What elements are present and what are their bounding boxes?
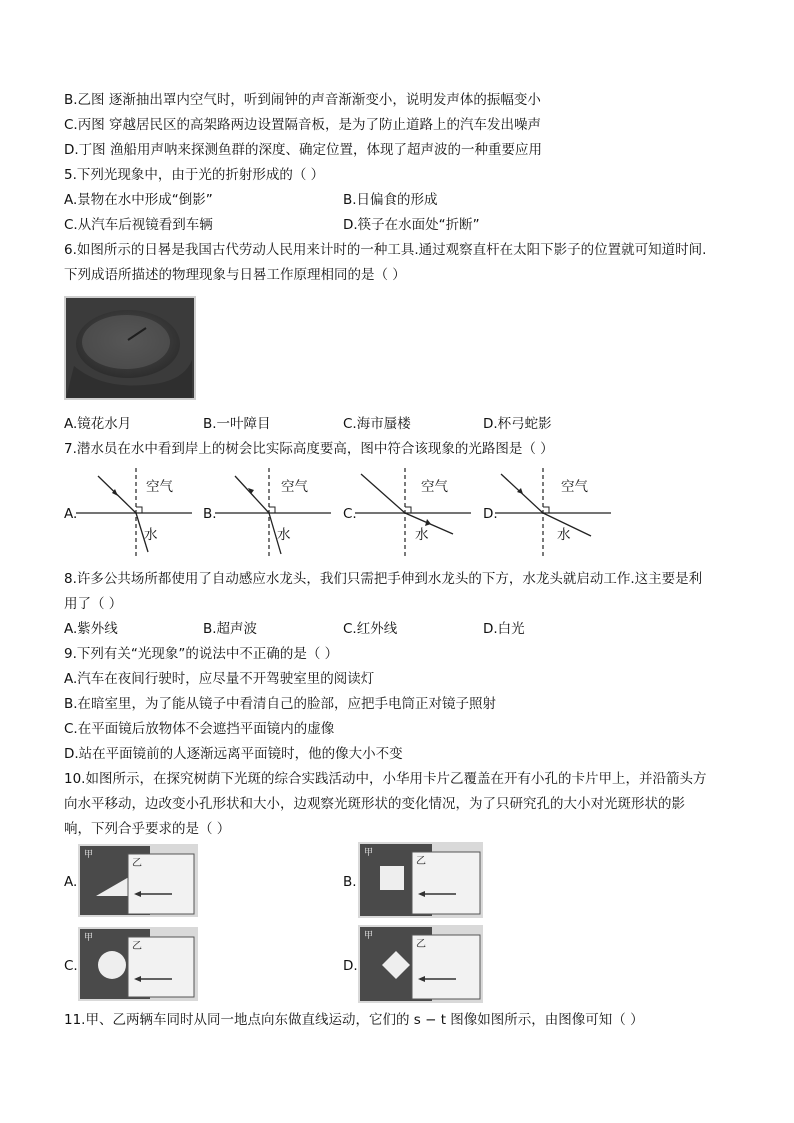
q7-label-c: C. [343,506,357,522]
q7-stem: 7.潜水员在水中看到岸上的树会比实际高度要高，图中符合该现象的光路图是（ ） [64,441,554,457]
q9-option-b: B.在暗室里，为了能从镜子中看清自己的脸部，应把手电筒正对镜子照射 [64,696,497,712]
q8-option-d: D.白光 [483,621,525,637]
q4-option-d: D.丁图 渔船用声呐来探测鱼群的深度、确定位置，体现了超声波的一种重要应用 [64,142,542,158]
q7-label-d: D. [483,506,498,522]
q7-diagram-c [343,468,473,558]
q9-option-c: C.在平面镜后放物体不会遮挡平面镜内的虚像 [64,721,335,737]
q9-stem: 9.下列有关“光现象”的说法中不正确的是（ ） [64,646,339,662]
q9-option-d: D.站在平面镜前的人逐渐远离平面镜时，他的像大小不变 [64,746,403,762]
q7-water-label-b: 水 [277,527,291,543]
q7-water-label-c: 水 [415,527,429,543]
q7-diagram-b [203,468,333,558]
q10-figure-b [358,842,483,918]
q7-air-label-c: 空气 [421,479,448,495]
sundial-photo [64,296,196,400]
q6-option-c: C.海市蜃楼 [343,416,411,432]
q4-option-c: C.丙图 穿越居民区的高架路两边设置隔音板，是为了防止道路上的汽车发出噪声 [64,117,542,133]
q10-card-jia-d: 甲 [364,931,374,941]
q7-label-a: A. [64,506,78,522]
q10-card-yi-d: 乙 [416,939,426,950]
q10-figure-d [358,925,483,1003]
q4-option-b: B.乙图 逐渐抽出罩内空气时，听到闹钟的声音渐渐变小，说明发声体的振幅变小 [64,92,541,108]
q10-card-yi-b: 乙 [416,856,426,867]
q5-option-a: A.景物在水中形成“倒影” [64,192,213,208]
q5-option-d: D.筷子在水面处“折断” [343,217,480,233]
q7-label-b: B. [203,506,217,522]
q7-water-label-d: 水 [557,527,571,543]
q10-label-c: C. [64,958,78,974]
q7-air-label-b: 空气 [281,479,308,495]
q8-stem-line1: 8.许多公共场所都使用了自动感应水龙头，我们只需把手伸到水龙头的下方，水龙头就启动工作.这主要是利 [64,571,703,587]
q7-diagram-d [483,468,613,558]
q10-card-jia-b: 甲 [364,848,374,858]
q10-stem-line1: 10.如图所示，在探究树荫下光斑的综合实践活动中，小华用卡片乙覆盖在开有小孔的卡片甲上，并沿箭头方 [64,771,707,787]
q6-stem-line1: 6.如图所示的日晷是我国古代劳动人民用来计时的一种工具.通过观察直杆在太阳下影子的位置就可知道时间. [64,242,707,258]
q5-option-c: C.从汽车后视镜看到车辆 [64,217,213,233]
q5-option-b: B.日偏食的形成 [343,192,438,208]
q10-figure-c [78,927,198,1001]
q7-water-label-a: 水 [144,527,158,543]
q7-air-label-d: 空气 [561,479,588,495]
q5-stem: 5.下列光现象中，由于光的折射形成的（ ） [64,167,325,183]
q10-card-jia-a: 甲 [84,850,94,860]
q8-option-b: B.超声波 [203,621,258,637]
q8-option-c: C.红外线 [343,621,398,637]
q9-option-a: A.汽车在夜间行驶时，应尽量不开驾驶室里的阅读灯 [64,671,375,687]
q10-stem-line2: 向水平移动，边改变小孔形状和大小，边观察光斑形状的变化情况，为了只研究孔的大小对光斑形状的影 [64,796,685,812]
q10-card-jia-c: 甲 [84,933,94,943]
q10-card-yi-a: 乙 [132,858,142,869]
q10-stem-line3: 响，下列合乎要求的是（ ） [64,821,231,837]
q8-stem-line2: 用了（ ） [64,596,123,612]
q10-label-d: D. [343,958,358,974]
q7-diagram-a [64,468,194,558]
q10-label-b: B. [343,874,357,890]
q10-label-a: A. [64,874,78,890]
q6-option-b: B.一叶障目 [203,416,271,432]
q10-card-yi-c: 乙 [132,941,142,952]
q10-figure-a [78,844,198,917]
q6-stem-line2: 下列成语所描述的物理现象与日晷工作原理相同的是（ ） [64,267,406,283]
q11-stem: 11.甲、乙两辆车同时从同一地点向东做直线运动，它们的 s − t 图像如图所示，由图像可知（ ） [64,1012,644,1028]
q6-option-a: A.镜花水月 [64,416,132,432]
q8-option-a: A.紫外线 [64,621,118,637]
q6-option-d: D.杯弓蛇影 [483,416,552,432]
q7-air-label-a: 空气 [146,479,173,495]
